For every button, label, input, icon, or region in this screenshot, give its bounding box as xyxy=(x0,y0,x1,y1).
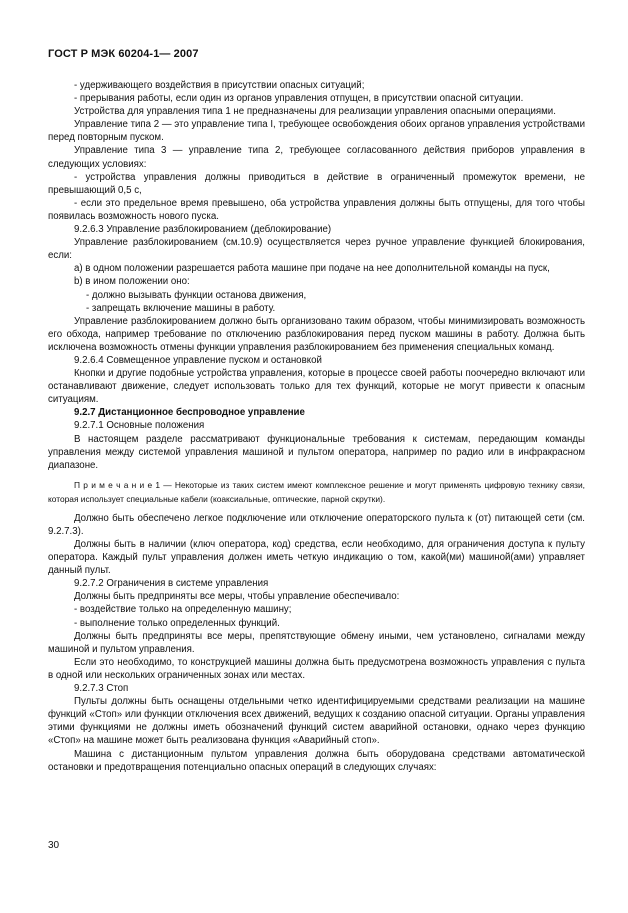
section-heading-9-2-7-3: 9.2.7.3 Стоп xyxy=(74,683,129,695)
paragraph: - если это предельное время превышено, оба устройства управления должны быть отпущены, для того чтобы появилась возможность нового пуска. xyxy=(48,197,585,222)
paragraph: Управление типа 2 — это управление типа I, требующее освобождения обоих органов управления устройствами перед повторным пуском. xyxy=(48,119,585,144)
list-item: - должно вызывать функции останова движения, xyxy=(86,289,307,301)
paragraph: - удерживающего воздействия в присутствии опасных ситуаций; xyxy=(74,80,365,91)
list-item: а) в одном положении разрешается работа машине при подаче на нее дополнительной команды на пуск, xyxy=(74,263,550,275)
paragraph: Если это необходимо, то конструкцией машины должна быть предусмотрена возможность управления с пульта в одной или нескольких ограниченных зонах или местах. xyxy=(48,656,585,681)
paragraph: Устройства для управления типа 1 не предназначены для реализации управления опасными операциями. xyxy=(74,106,556,118)
document-body xyxy=(48,79,585,774)
paragraph: В настоящем разделе рассматривают функциональные требования к системам, передающим команды управления между системой управления машиной и пультом оператора, например по радио или в инфракрасном диапазоне. xyxy=(48,433,585,471)
paragraph: Должны быть в наличии (ключ оператора, код) средства, если необходимо, для ограничения доступа к пульту оператора. Каждый пульт управления должен иметь четкую индикацию о том, какой(ми) машиной(ами) управляет данный пульт. xyxy=(48,539,585,577)
page-number: 30 xyxy=(48,840,60,851)
paragraph: Должно быть обеспечено легкое подключение или отключение операторского пульта к (от) питающей сети (см. 9.2.7.3). xyxy=(48,512,585,537)
document-header: ГОСТ Р МЭК 60204-1— 2007 xyxy=(48,48,199,60)
list-item: - выполнение только определенных функций. xyxy=(74,617,280,629)
paragraph: Должны быть предприняты все меры, препятствующие обмену иными, чем установлено, сигналами между машиной и пультом управления. xyxy=(48,630,585,655)
paragraph: Должны быть предприняты все меры, чтобы управление обеспечивало: xyxy=(74,591,400,603)
section-heading-9-2-6-4: 9.2.6.4 Совмещенное управление пуском и остановкой xyxy=(74,354,322,366)
paragraph: Пульты должны быть оснащены отдельными четко идентифицируемыми средствами реализации на машине функций «Стоп» или функции отключения всех движений, ведущих к созданию опасной ситуации. Органы управления этими функциями не должны иметь обозначений функций систем аварийной остановки, однако через функцию «Стоп» на машине может быть реализована функция «Аварийный стоп». xyxy=(48,696,585,747)
section-heading-9-2-6-3: 9.2.6.3 Управление разблокированием (деблокирование) xyxy=(74,224,332,236)
list-item: - запрещать включение машины в работу. xyxy=(86,302,276,314)
paragraph: Машина с дистанционным пультом управления должна быть оборудована средствами автоматической остановки и предотвращения потенциально опасных операций в следующих случаях: xyxy=(48,748,585,773)
paragraph: Управление типа 3 — управление типа 2, требующее согласованного действия приборов управления в следующих условиях: xyxy=(48,145,585,170)
section-heading-9-2-7: 9.2.7 Дистанционное беспроводное управление xyxy=(74,407,305,419)
paragraph: Управление разблокированием должно быть организовано таким образом, чтобы минимизировать возможность его обхода, например требование по отключению разблокирования перед пуском машины в работу. Должна быть исключена возможность отмены функции управления разблокированием без применения специальных команд. xyxy=(48,315,585,353)
paragraph: - устройства управления должны приводиться в действие в ограниченный промежуток времени, не превышающий 0,5 с, xyxy=(48,171,585,196)
list-item: - воздействие только на определенную машину; xyxy=(74,604,292,616)
section-heading-9-2-7-2: 9.2.7.2 Ограничения в системе управления xyxy=(74,578,269,590)
paragraph: Кнопки и другие подобные устройства управления, которые в процессе своей работы поочередно включают или останавливают движение, следует использовать только для тех функций, которые не могут привести к опасным ситуациям. xyxy=(48,368,585,406)
paragraph: - прерывания работы, если один из органов управления отпущен, в присутствии опасной ситуации. xyxy=(74,93,524,105)
list-item: b) в ином положении оно: xyxy=(74,276,190,288)
paragraph: Управление разблокированием (см.10.9) осуществляется через ручное управление функцией блокирования, если: xyxy=(48,237,585,262)
section-heading-9-2-7-1: 9.2.7.1 Основные положения xyxy=(74,420,205,432)
note-paragraph: П р и м е ч а н и е 1 — Некоторые из таких систем имеют комплексное решение и могут применять цифровую технику связи, которая использует специальные кабели (коаксиальные, оптические, парной скрутки). xyxy=(48,479,585,504)
